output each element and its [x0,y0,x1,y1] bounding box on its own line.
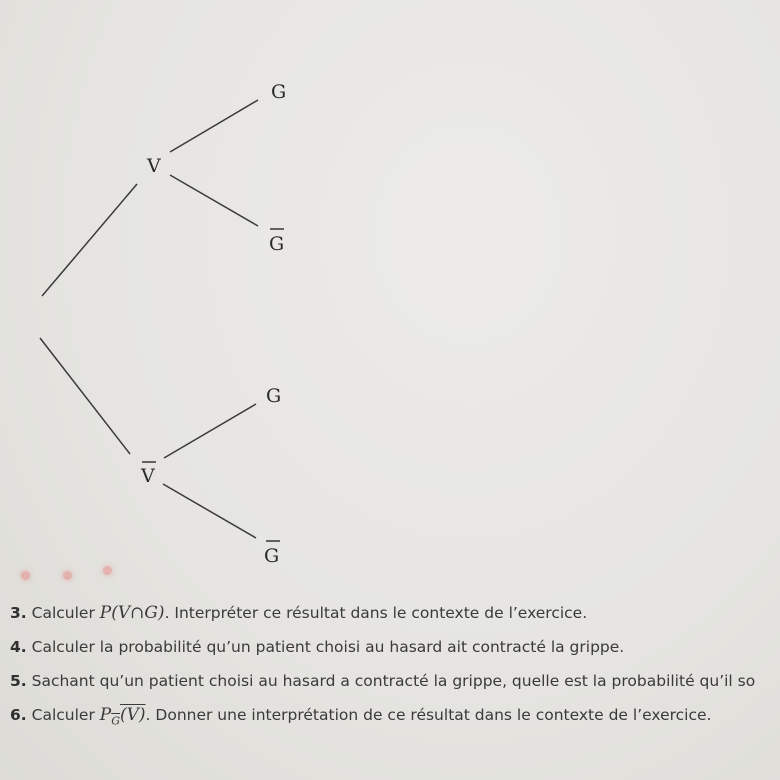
math-P-Gbar-Vbar: $P_{\overline{G}}(V)$ [99,705,146,728]
question-3: 3. Calculer P(V∩G). Interpréter ce résultat dans le contexte de l’exercice. [10,603,588,623]
svg-text:V: V [141,465,155,487]
node-G-bar-top [269,229,284,255]
question-number: 4. [10,638,27,656]
svg-text:G: G [264,545,280,567]
question-number: 5. [10,672,27,690]
bleed-dot [21,571,30,580]
question-number: 6. [10,706,27,724]
branch-V-to-Gbar [170,175,258,226]
branch-Vbar-to-Gbar [163,484,256,538]
question-6: 6. Calculer $P_{\overline{G}}(V)$. Donner une interprétation de ce résultat dans le contexte de l’exercice. [10,705,712,728]
node-G-top: G [271,81,287,103]
node-G-bottom: G [266,385,282,407]
node-V: V [147,155,161,177]
question-5: 5. Sachant qu’un patient choisi au hasard a contracté la grippe, quelle est la probabilité qu’il so [10,672,756,690]
bleed-dot [63,571,72,580]
bleed-dot [103,566,112,575]
svg-text:G: G [269,233,285,255]
question-4: 4. Calculer la probabilité qu’un patient choisi au hasard ait contracté la grippe. [10,638,625,656]
node-V-bar [140,462,156,487]
branch-root-to-V [42,184,137,296]
question-list [10,598,780,734]
node-G-bar-bottom [264,541,280,567]
math-P-V-inter-G: P(V∩G) [99,603,165,623]
branch-Vbar-to-G [164,404,256,458]
question-number: 3. [10,604,27,622]
branch-root-to-Vbar [40,338,130,454]
branch-V-to-G [170,100,258,152]
